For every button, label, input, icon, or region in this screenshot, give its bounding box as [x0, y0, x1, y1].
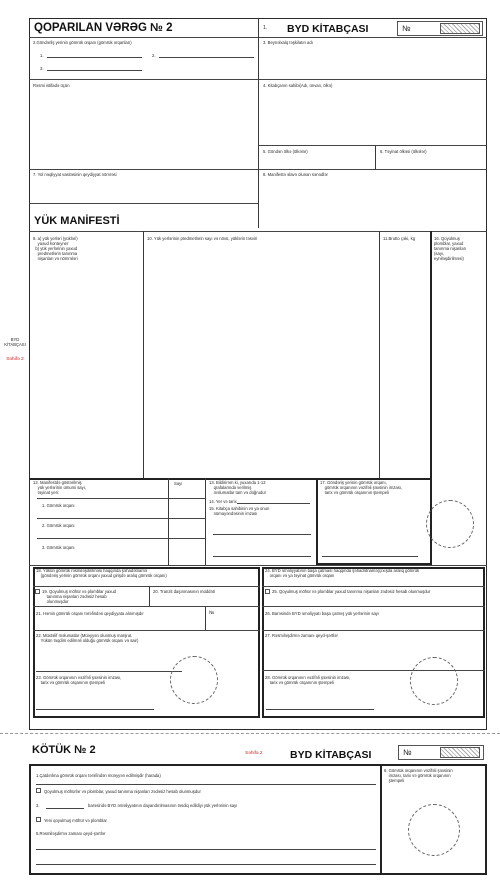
- stub-row-2-checkbox[interactable]: [36, 788, 41, 793]
- field-28-stamp: [410, 657, 458, 705]
- stub-row-1: 1.Çatdırılma gömrük orqanı tərəfindən müəyyən edilmişdir (harada): [36, 773, 161, 778]
- field-25-checkbox[interactable]: [265, 589, 270, 594]
- stub-row-3-count-line[interactable]: [46, 808, 84, 809]
- count-label: Sayı: [174, 481, 183, 486]
- field-15-line-2[interactable]: [213, 556, 311, 557]
- field-26-label: 26. Barəsində BYD əməliyyatı başa çatmış yük yerlərinin sayı: [265, 611, 380, 616]
- voucher-title: QOPARILAN VƏRƏG № 2: [34, 22, 173, 34]
- stub-page-label: Səhifə 2: [245, 751, 263, 756]
- field-12-row-1: 1. Gömrük orqanı: [42, 503, 75, 508]
- field-18-label: 18. Yükün gömrük rəsmiləşdirilməsi haqqında şəhadətnamə (göndəriş yerinin gömrük orqanı yaxud girişdə aralıq gömrük orqanı): [36, 568, 167, 578]
- field-21-label: 21. Həmin gömrük orqanı tərəfindən qeydiyyata alınmışdır: [36, 611, 144, 616]
- stub-row-4-checkbox[interactable]: [36, 817, 41, 822]
- side-book-label: BYD KİTABÇASI: [4, 337, 26, 347]
- field-2-line-3[interactable]: [47, 70, 142, 71]
- field-21-number: №: [209, 610, 215, 616]
- field-17-stamp: [426, 500, 474, 548]
- field-28-signature-line[interactable]: [266, 709, 374, 710]
- field-4-label: 4. Kitabçanın sahibi(Adı, ünvan, ölkə): [263, 83, 333, 88]
- field-11-label: 11.Brutto çəki, kg: [383, 236, 416, 241]
- stub-title: KÖTÜK № 2: [32, 744, 96, 756]
- field-22-line[interactable]: [36, 671, 182, 672]
- field-2-item-1: 1.: [40, 53, 44, 58]
- field-7-label: 7. Yol nəqliyyat vasitəsinin qeydiyyat nömrəsi: [33, 172, 117, 177]
- field-14-label: 14. Yer və tarix: [209, 499, 237, 504]
- field-15-label: 15. Kitabça sahibinin və ya onun nümayəndəsinin imzası: [209, 506, 270, 516]
- stub-row-5: 5.Rəsmiləşdirmə zamanı qeyd-şərtlər: [36, 831, 106, 836]
- field-2-line-1[interactable]: [47, 57, 142, 58]
- field-6-label: 6. Təyinat ölkəsi (ölkələr): [380, 149, 427, 154]
- field-27-label: 27. Rəsmiləşdirmə zamanı qeyd-şərtlər: [265, 633, 338, 638]
- stub-row-5-line-2[interactable]: [36, 864, 376, 865]
- field-14-line[interactable]: [237, 503, 310, 504]
- manifest-title: YÜK MANİFESTİ: [34, 215, 120, 227]
- stub-row-1-line[interactable]: [36, 784, 376, 785]
- field-2-item-3: 3.: [40, 66, 44, 71]
- field-12-label: 12. Manifestdə göstərilmiş yük yerlərinin ümumi sayı, təyinat yeri:: [33, 480, 87, 495]
- field-19-checkbox[interactable]: [35, 589, 40, 594]
- stub-row-3: barəsində BYD əməliyyatının dayandırılmasının təsdiq edildiyi yük yerlərinin sayı: [88, 803, 238, 808]
- stub-row-4: Yeni qoyulmuş möhür və plomblar: [44, 818, 107, 823]
- book-number-label: №: [402, 24, 411, 33]
- stub-field-6-label: 6. Gömrük orqanının vəzifəli şəxsinin imzası, tarix və gömrük orqanının ştempeli: [384, 768, 453, 783]
- field-17-label: 17. Göndəriş yerinin gömrük orqanı, gömrük orqanının vəzifəli şəxsinin imzası, tarix və gömrük orqanının ştempeli: [320, 480, 403, 495]
- book-title: BYD KİTABÇASI: [287, 23, 369, 35]
- book-number-hatch: [440, 23, 480, 34]
- field-9-label: 9. a) yük yerləri (yükləri) yaxud konteyner b) yük yerlərinin yaxud predmetlərin tanınma nişanları və nömrələri: [33, 236, 78, 261]
- field-2-line-2[interactable]: [159, 57, 254, 58]
- field-8-label: 8. Manifestə əlavə olunan sənədlər: [263, 172, 328, 177]
- field-17-signature-line[interactable]: [322, 556, 418, 557]
- field-3-label: 3. Beynəlxalq təşkilatın adı: [263, 40, 313, 45]
- field-10-label: 10. Yük yerlərinin predmetlərin sayı və növü, yüklərin təsviri: [147, 236, 258, 241]
- box1-number: 1.: [263, 25, 268, 31]
- field-5-label: 5. Göndən ölkə (ölkələr): [263, 149, 308, 154]
- stub-number-hatch: [440, 747, 480, 758]
- stub-row-3-prefix: 3.: [36, 803, 40, 808]
- field-22-label: 22. Müxtəlif məlumatlar (Müəyyən olunmuş marşrut. Yükün təqdim edilməli olduğu gömrük orqanı və sair): [36, 633, 139, 643]
- field-28-label: 28. Gömrük orqanının vəzifəli şəxsinin imzası, tarix və gömrük orqanının ştempeli: [265, 675, 351, 685]
- field-16-label: 16. Qoyulmuş plomblar, yaxud tanınma nişanları (sayı, eyniləşdirilməsi): [434, 236, 467, 261]
- field-2-item-2: 2.: [152, 53, 156, 58]
- field-15-line[interactable]: [213, 534, 311, 535]
- tear-line: [0, 733, 500, 734]
- field-12-row-3: 3. Gömrük orqanı: [42, 545, 75, 550]
- field-23-signature-line[interactable]: [36, 709, 154, 710]
- field-2-label: 2.Göndərilş yerinin gömrük orqanı (gömrük orqanları): [33, 40, 132, 45]
- stub-row-5-line-1[interactable]: [36, 849, 376, 850]
- field-20-label: 20. Tranzit daşınmasının müddəti: [153, 589, 215, 594]
- stub-book-title: BYD KİTABÇASI: [290, 749, 372, 761]
- stub-stamp: [408, 804, 460, 856]
- field-23-label: 23. Gömrük orqanının vəzifəli şəxsinin imzası, tarix və gömrük orqanının ştempeli: [36, 675, 122, 685]
- stub-row-2: Qoyulmuş möhürlər və plomblar, yaxud tanınma nişanları zədəsiz hesab olunmuşdur: [44, 789, 201, 794]
- field-25-label: 25. Qoyulmuş möhür və plomblar yaxud tanınma nişanları zədəsiz hesab olunmuşdur: [272, 589, 431, 594]
- field-24-label: 24. BYD əməliyyatının başa çatması haqqında şəhadətnamə(çıxışda aralıq gömrük orqanı və ya təyinat gömrük orqanı: [265, 568, 420, 578]
- stub-number-label: №: [403, 748, 412, 757]
- field-13-label: 13. Bildirirəm ki, yuxarıda 1-12 qrafalarında verilmiş məlumatlar tam və doğrudur: [209, 480, 267, 495]
- official-use-label: Rəsmi istifadə üçün: [33, 83, 70, 88]
- side-page-label: Səhifə 2: [6, 357, 24, 362]
- field-23-stamp: [170, 656, 218, 704]
- field-19-label: 19. Qoyulmuş möhür və plomblar yaxud tanınma nişanları zədəsiz hesab olunmuşdur: [42, 589, 117, 604]
- field-12-row-2: 2. Gömrük orqanı: [42, 523, 75, 528]
